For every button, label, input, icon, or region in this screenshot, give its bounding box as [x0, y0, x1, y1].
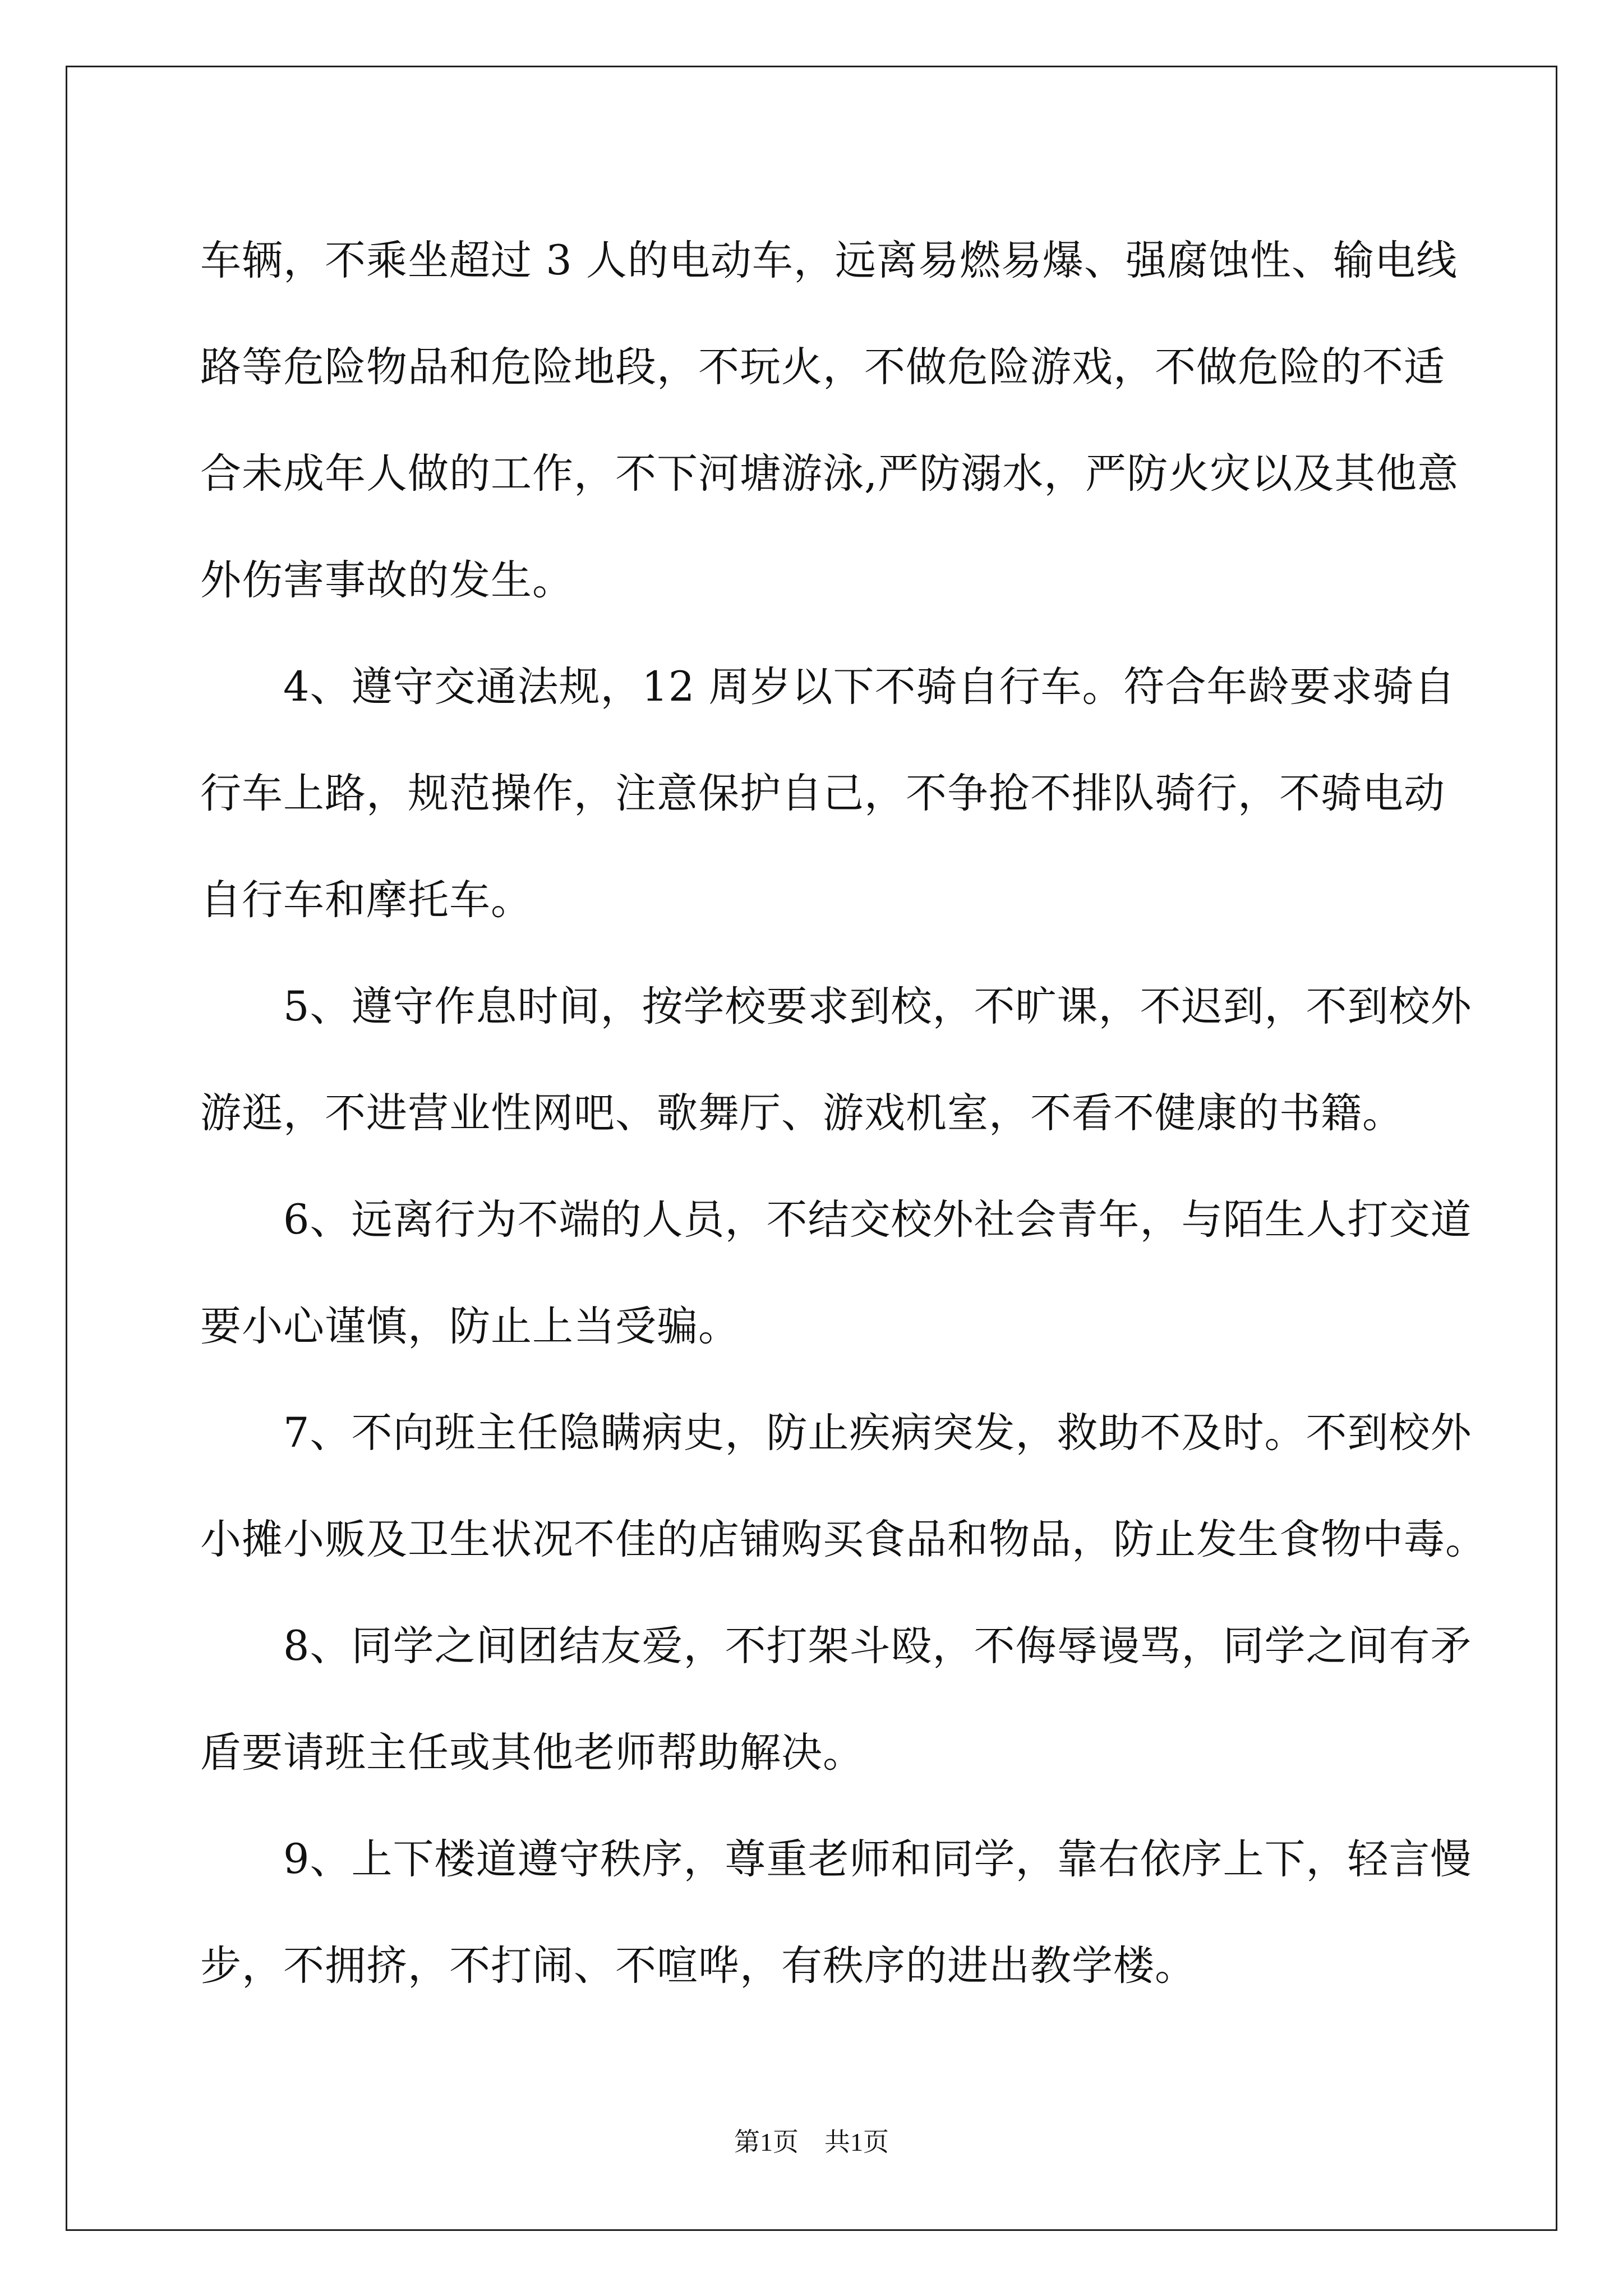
- text-line: 8、同学之间团结友爱，不打架斗殴，不侮辱谩骂，同学之间有矛: [200, 1622, 1472, 1670]
- text-line: 4、遵守交通法规，12 周岁以下不骑自行车。符合年龄要求骑自: [200, 663, 1456, 711]
- text-line: 6、远离行为不端的人员，不结交校外社会青年，与陌生人打交道: [200, 1196, 1472, 1244]
- text-line: 行车上路，规范操作，注意保护自己，不争抢不排队骑行，不骑电动: [200, 770, 1445, 817]
- text-line: 步，不拥挤，不打闹、不喧哗，有秩序的进出教学楼。: [200, 1942, 1196, 1990]
- text-line: 7、不向班主任隐瞒病史，防止疾病突发，救助不及时。不到校外: [200, 1409, 1472, 1457]
- text-line: 盾要请班主任或其他老师帮助解决。: [200, 1729, 864, 1777]
- page-footer: 第1页 共1页: [734, 2128, 889, 2156]
- text-line: 路等危险物品和危险地段，不玩火，不做危险游戏，不做危险的不适: [200, 343, 1445, 391]
- text-line: 车辆，不乘坐超过 3 人的电动车，远离易燃易爆、强腐蚀性、输电线: [200, 237, 1458, 284]
- text-line: 5、遵守作息时间，按学校要求到校，不旷课，不迟到，不到校外: [200, 983, 1472, 1030]
- text-line: 要小心谨慎，防止上当受骗。: [200, 1303, 740, 1350]
- text-line: 游逛，不进营业性网吧、歌舞厅、游戏机室，不看不健康的书籍。: [200, 1089, 1404, 1137]
- text-line: 合未成年人做的工作，不下河塘游泳,严防溺水，严防火灾以及其他意: [200, 450, 1459, 498]
- text-line: 自行车和摩托车。: [200, 876, 532, 924]
- text-line: 9、上下楼道遵守秩序，尊重老师和同学，靠右依序上下，轻言慢: [200, 1835, 1472, 1883]
- text-line: 小摊小贩及卫生状况不佳的店铺购买食品和物品，防止发生食物中毒。: [200, 1516, 1487, 1563]
- document-body: [200, 208, 1487, 2019]
- text-line: 外伤害事故的发生。: [200, 556, 574, 604]
